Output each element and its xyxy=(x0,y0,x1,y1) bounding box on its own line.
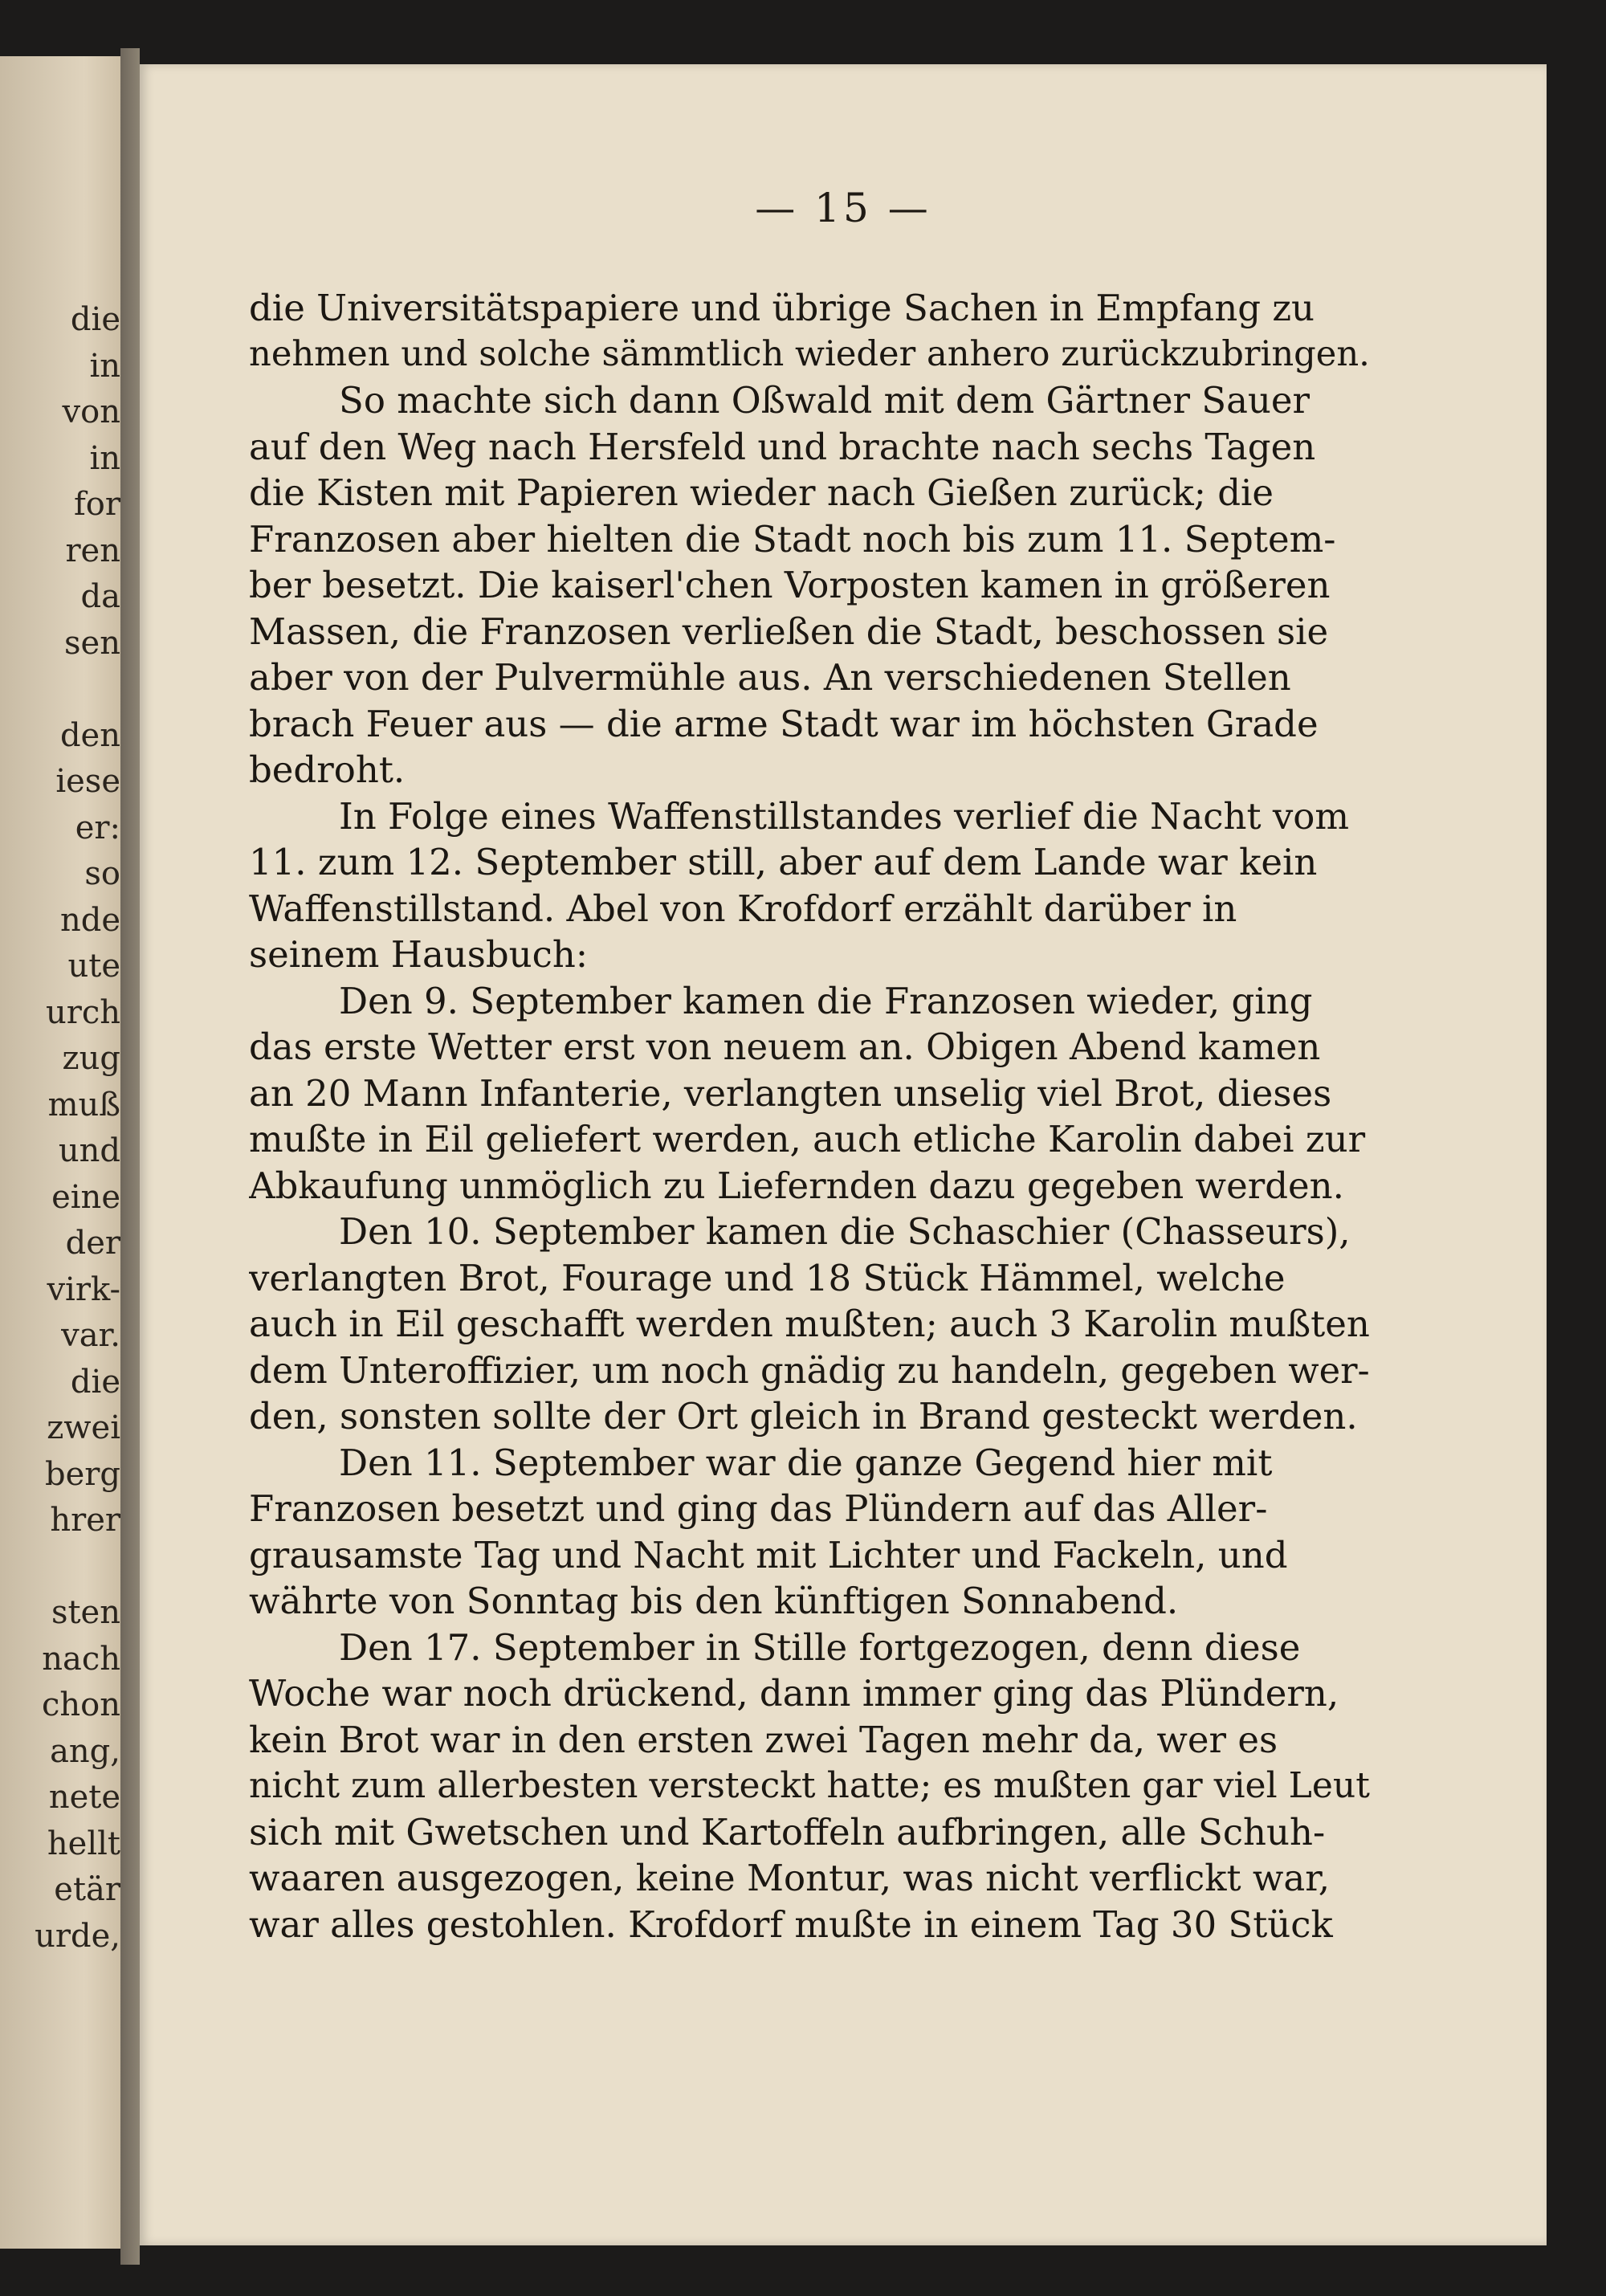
text-line: auf den Weg nach Hersfeld und brachte nach sechs Tagen xyxy=(249,425,1316,468)
text-line: nehmen und solche sämmtlich wieder anhero zurückzubringen. xyxy=(249,333,1370,374)
edge-fragment: etär xyxy=(54,1871,120,1908)
text-line: seinem Hausbuch: xyxy=(249,933,588,976)
edge-fragment: so xyxy=(84,855,120,892)
edge-fragment: ute xyxy=(67,948,120,985)
edge-fragment: zwei xyxy=(47,1409,120,1446)
text-line: aber von der Pulvermühle aus. An verschiedenen Stellen xyxy=(249,656,1291,699)
text-line: Den 11. September war die ganze Gegend hier mit xyxy=(339,1441,1273,1484)
edge-fragment xyxy=(0,1544,120,1591)
edge-fragment: sten xyxy=(51,1594,120,1631)
text-line: Den 17. September in Stille fortgezogen, denn diese xyxy=(339,1625,1301,1669)
edge-fragment: urde, xyxy=(35,1917,120,1955)
text-line: kein Brot war in den ersten zwei Tagen mehr da, wer es xyxy=(249,1718,1278,1761)
edge-fragment: den xyxy=(59,716,120,754)
text-line: ber besetzt. Die kaiserl'chen Vorposten kamen in größeren xyxy=(249,564,1331,606)
edge-fragment: var. xyxy=(61,1317,120,1354)
text-line: an 20 Mann Infanterie, verlangten unselig viel Brot, dieses xyxy=(249,1071,1332,1115)
text-line: Woche war noch drückend, dann immer ging das Plündern, xyxy=(249,1672,1339,1715)
previous-page-edge xyxy=(0,56,120,2249)
edge-fragment: in xyxy=(89,347,120,385)
text-line: mußte in Eil geliefert werden, auch etliche Karolin dabei zur xyxy=(249,1118,1366,1160)
text-line: war alles gestohlen. Krofdorf mußte in einem Tag 30 Stück xyxy=(249,1902,1333,1946)
edge-fragment: for xyxy=(73,486,120,523)
edge-fragment: der xyxy=(65,1225,120,1262)
edge-fragment: von xyxy=(62,394,120,430)
edge-fragment: ang, xyxy=(50,1732,120,1770)
text-line: grausamste Tag und Nacht mit Lichter und Fackeln, und xyxy=(249,1533,1288,1576)
text-line: waaren ausgezogen, keine Montur, was nicht verflickt war, xyxy=(249,1857,1331,1899)
edge-fragment: da xyxy=(80,578,120,615)
previous-page-text-fragments xyxy=(0,297,120,1960)
body-text xyxy=(249,285,1370,1947)
text-line: Den 10. September kamen die Schaschier (Chasseurs), xyxy=(339,1210,1351,1253)
edge-fragment: und xyxy=(58,1132,120,1169)
edge-fragment: berg xyxy=(44,1455,120,1493)
edge-fragment: sen xyxy=(64,624,120,662)
edge-fragment: virk- xyxy=(47,1270,120,1308)
text-line: verlangten Brot, Fourage und 18 Stück Hämmel, welche xyxy=(249,1256,1286,1299)
edge-fragment xyxy=(0,667,120,713)
text-line: die Universitätspapiere und übrige Sachen in Empfang zu xyxy=(249,287,1315,329)
edge-fragment: ren xyxy=(65,532,120,569)
edge-fragment: in xyxy=(89,439,120,477)
text-line: In Folge eines Waffenstillstandes verlief die Nacht vom xyxy=(339,794,1350,838)
text-line: die Kisten mit Papieren wieder nach Gießen zurück; die xyxy=(249,471,1274,514)
page-number: — 15 — xyxy=(755,185,931,231)
edge-fragment: er: xyxy=(75,809,120,846)
text-line: Franzosen besetzt und ging das Plündern auf das Aller- xyxy=(249,1487,1268,1530)
book-gutter xyxy=(120,48,140,2265)
text-line: auch in Eil geschafft werden mußten; auch 3 Karolin mußten xyxy=(249,1303,1370,1345)
edge-fragment: nete xyxy=(48,1779,120,1816)
text-line: Massen, die Franzosen verließen die Stadt, beschossen sie xyxy=(249,610,1329,653)
edge-fragment: iese xyxy=(55,763,120,800)
edge-fragment: die xyxy=(70,301,120,338)
text-line: währte von Sonntag bis den künftigen Sonnabend. xyxy=(249,1580,1179,1622)
text-line: Franzosen aber hielten die Stadt noch bis zum 11. Septem- xyxy=(249,517,1336,561)
edge-fragment: die xyxy=(70,1363,120,1401)
text-line: nicht zum allerbesten versteckt hatte; es mußten gar viel Leut xyxy=(249,1765,1370,1806)
edge-fragment: urch xyxy=(45,993,120,1031)
edge-fragment: nach xyxy=(42,1640,120,1678)
book-page xyxy=(140,64,1547,2245)
text-line: Waffenstillstand. Abel von Krofdorf erzählt darüber in xyxy=(249,887,1237,930)
edge-fragment: hellt xyxy=(47,1825,120,1862)
text-line: Den 9. September kamen die Franzosen wieder, ging xyxy=(339,979,1313,1022)
text-line: bedroht. xyxy=(249,748,406,791)
text-line: den, sonsten sollte der Ort gleich in Brand gesteckt werden. xyxy=(249,1395,1358,1438)
text-line: das erste Wetter erst von neuem an. Obigen Abend kamen xyxy=(249,1026,1321,1068)
edge-fragment: muß xyxy=(47,1086,120,1124)
text-line: sich mit Gwetschen und Kartoffeln aufbringen, alle Schuh- xyxy=(249,1810,1326,1854)
edge-fragment: eine xyxy=(51,1178,120,1216)
edge-fragment: zug xyxy=(62,1040,120,1077)
text-line: So machte sich dann Oßwald mit dem Gärtner Sauer xyxy=(339,379,1310,422)
text-line: 11. zum 12. September still, aber auf dem Lande war kein xyxy=(249,841,1318,883)
text-line: brach Feuer aus — die arme Stadt war im höchsten Grade xyxy=(249,702,1319,745)
edge-fragment: hrer xyxy=(50,1502,120,1539)
edge-fragment: chon xyxy=(41,1686,120,1723)
text-line: dem Unteroffizier, um noch gnädig zu handeln, gegeben wer- xyxy=(249,1348,1370,1392)
edge-fragment: nde xyxy=(59,901,120,939)
text-line: Abkaufung unmöglich zu Liefernden dazu gegeben werden. xyxy=(249,1164,1344,1207)
